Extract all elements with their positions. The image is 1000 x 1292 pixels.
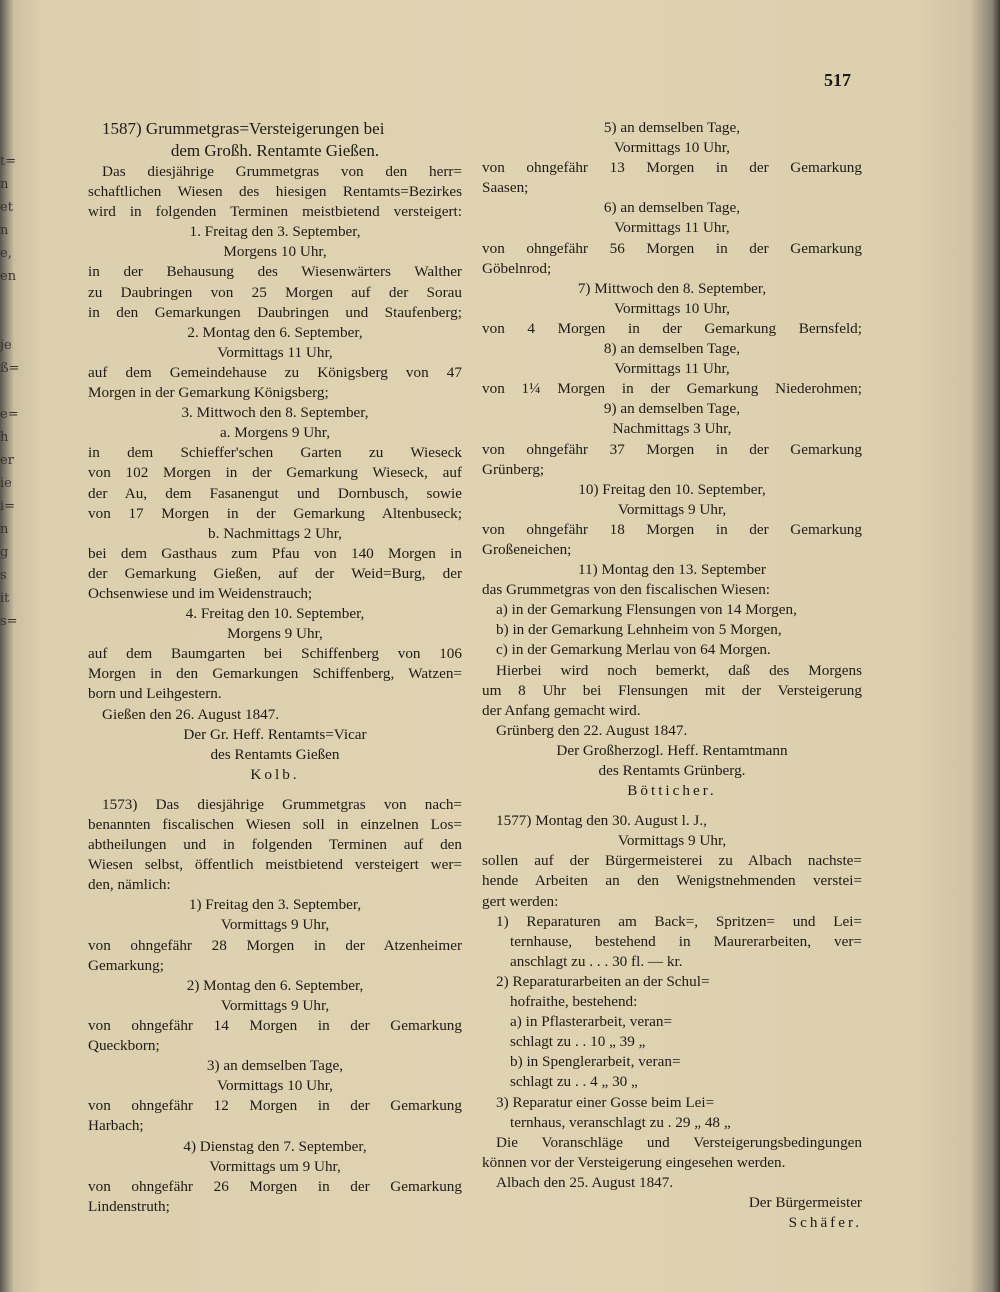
text-line: Bötticher.: [627, 782, 717, 800]
text-line: 3) an demselben Tage,: [206, 1057, 344, 1075]
text-line: dem Großh. Rentamte Gießen.: [170, 141, 380, 160]
text-line: gert werden:: [482, 892, 559, 910]
text-line: Hierbei wird noch bemerkt, daß des Morgens: [496, 661, 862, 679]
text-line: hende Arbeiten an den Wenigstnehmenden verstei=: [482, 872, 862, 890]
margin-fragment: h: [0, 430, 9, 445]
text-line: Morgens 9 Uhr,: [227, 625, 323, 643]
text-line: das Grummetgras von den fiscalischen Wiesen:: [482, 581, 771, 599]
text-line: 11) Montag den 13. September: [578, 561, 766, 579]
text-line: des Rentamts Grünberg.: [598, 762, 746, 779]
text-line: c) in der Gemarkung Merlau von 64 Morgen.: [496, 641, 771, 659]
text-line: 1) Reparaturen am Back=, Spritzen= und Lei=: [496, 912, 862, 930]
right-column: [482, 118, 862, 1233]
text-line: Das diesjährige Grummetgras von den herr=: [102, 163, 462, 180]
text-line: Vormittags 10 Uhr,: [217, 1077, 333, 1095]
text-line: von ohngefähr 18 Morgen in der Gemarkung: [482, 520, 862, 538]
text-line: 7) Mittwoch den 8. September,: [577, 279, 767, 297]
margin-fragment: it: [0, 591, 10, 606]
text-line: Harbach;: [88, 1117, 144, 1135]
text-line: von 4 Morgen in der Gemarkung Bernsfeld;: [482, 319, 862, 337]
text-line: bei dem Gasthaus zum Pfau von 140 Morgen in: [88, 544, 462, 562]
margin-fragment: i=: [0, 499, 16, 514]
margin-fragment: n: [0, 177, 9, 192]
text-line: in den Gemarkungen Daubringen und Staufenberg;: [88, 303, 462, 321]
text-line: Vormittags 9 Uhr,: [220, 916, 330, 934]
text-line: 4) Dienstag den 7. September,: [183, 1137, 367, 1155]
text-line: der Anfang gemacht wird.: [482, 701, 641, 719]
text-line: Vormittags 10 Uhr,: [614, 139, 730, 157]
text-line: von 102 Morgen in der Gemarkung Wieseck, auf: [88, 464, 462, 482]
margin-fragment: n: [0, 223, 9, 238]
text-line: Wiesen selbst, öffentlich meistbietend versteigert wer=: [88, 856, 462, 874]
text-line: des Rentamts Gießen: [210, 745, 340, 763]
text-line: 4. Freitag den 10. September,: [185, 605, 365, 623]
text-line: 1) Freitag den 3. September,: [188, 896, 362, 914]
text-line: Nachmittags 3 Uhr,: [612, 420, 732, 438]
text-line: von 17 Morgen in der Gemarkung Altenbuseck;: [88, 504, 462, 522]
text-line: Der Gr. Heff. Rentamts=Vicar: [183, 725, 367, 743]
margin-fragment: g: [0, 545, 9, 560]
text-line: Vormittags um 9 Uhr,: [209, 1157, 341, 1175]
text-line: 1573) Das diesjährige Grummetgras von nach=: [102, 795, 462, 813]
margin-fragment: s: [0, 568, 7, 583]
text-line: von ohngefähr 37 Morgen in der Gemarkung: [482, 440, 862, 458]
text-line: Saasen;: [482, 179, 529, 197]
text-line: 3. Mittwoch den 8. September,: [181, 404, 369, 422]
text-line: auf dem Baumgarten bei Schiffenberg von 106: [88, 645, 462, 663]
text-line: Göbelnrod;: [482, 259, 552, 277]
page-number: 517: [824, 70, 851, 90]
text-line: von ohngefähr 13 Morgen in der Gemarkung: [482, 159, 862, 177]
text-line: b. Nachmittags 2 Uhr,: [208, 524, 342, 542]
text-line: b) in Spenglerarbeit, veran=: [510, 1053, 681, 1071]
text-line: Grünberg;: [482, 460, 545, 478]
text-line: Gemarkung;: [88, 956, 164, 974]
text-line: Queckborn;: [88, 1037, 160, 1055]
text-line: Morgens 10 Uhr,: [223, 243, 327, 261]
text-line: können vor der Versteigerung eingesehen werden.: [482, 1153, 786, 1171]
text-line: Lindenstruth;: [88, 1197, 170, 1215]
text-line: Vormittags 9 Uhr,: [617, 832, 727, 850]
text-line: 2. Montag den 6. September,: [187, 323, 363, 341]
text-line: der Gemarkung Gießen, auf der Weid=Burg, der: [88, 564, 462, 582]
text-line: abtheilungen und in folgenden Terminen auf den: [88, 836, 462, 854]
margin-fragment: en: [0, 269, 17, 284]
text-line: ternhause, bestehend in Maurerarbeiten, ver=: [510, 932, 862, 950]
margin-fragment: er: [0, 453, 14, 468]
margin-fragment: [0, 288, 14, 311]
text-line: Grünberg den 22. August 1847.: [496, 721, 688, 739]
text-line: 8) an demselben Tage,: [603, 340, 741, 358]
text-line: 1. Freitag den 3. September,: [189, 223, 361, 241]
text-line: Vormittags 9 Uhr,: [220, 996, 330, 1014]
margin-fragment: ß=: [0, 361, 20, 376]
text-line: wird in folgenden Terminen meistbietend versteigert:: [88, 203, 462, 221]
text-line: schlagt zu . . 10 „ 39 „: [510, 1033, 646, 1051]
text-line: Großeneichen;: [482, 540, 572, 558]
text-line: a) in Pflasterarbeit, veran=: [510, 1013, 673, 1031]
text-line: ternhaus, veranschlagt zu . 29 „ 48 „: [510, 1113, 731, 1131]
text-line: Morgen in der Gemarkung Königsberg;: [88, 384, 329, 402]
text-line: Ochsenwiese und im Weidenstrauch;: [88, 584, 313, 602]
text-line: von 1¼ Morgen in der Gemarkung Niederohmen;: [482, 380, 862, 398]
text-line: 10) Freitag den 10. September,: [578, 480, 766, 498]
left-margin-bleed: [0, 150, 20, 633]
text-line: 1577) Montag den 30. August l. J.,: [496, 812, 707, 830]
text-line: 5) an demselben Tage,: [603, 119, 741, 136]
text-line: von ohngefähr 12 Morgen in der Gemarkung: [88, 1097, 462, 1115]
text-line: benannten fiscalischen Wiesen soll in einzelnen Los=: [88, 816, 462, 833]
margin-fragment: et: [0, 200, 13, 215]
text-line: 1587) Grummetgras=Versteigerungen bei: [102, 119, 385, 138]
text-line: auf dem Gemeindehause zu Königsberg von 47: [88, 363, 462, 381]
margin-fragment: n: [0, 522, 9, 537]
text-line: sollen auf der Bürgermeisterei zu Albach nachste=: [482, 852, 862, 870]
text-line: hofraithe, bestehend:: [510, 993, 638, 1011]
margin-fragment: e,: [0, 246, 12, 261]
text-line: Morgen in den Gemarkungen Schiffenberg, Watzen=: [88, 665, 462, 683]
margin-fragment: t=: [0, 154, 17, 169]
text-line: Albach den 25. August 1847.: [496, 1173, 674, 1191]
text-line: Schäfer.: [788, 1214, 862, 1232]
text-line: den, nämlich:: [88, 876, 171, 894]
text-line: b) in der Gemarkung Lehnheim von 5 Morgen,: [496, 621, 782, 639]
text-line: schlagt zu . . 4 „ 30 „: [510, 1073, 638, 1091]
text-line: 2) Reparaturarbeiten an der Schul=: [496, 972, 710, 990]
text-line: zu Daubringen von 25 Morgen auf der Sorau: [88, 283, 462, 301]
text-line: von ohngefähr 14 Morgen in der Gemarkung: [88, 1016, 462, 1034]
text-line: Vormittags 9 Uhr,: [617, 500, 727, 518]
text-line: Die Voranschläge und Versteigerungsbedingungen: [496, 1133, 862, 1151]
text-line: Gießen den 26. August 1847.: [102, 705, 280, 723]
text-line: Der Bürgermeister: [748, 1193, 862, 1211]
left-column: [88, 118, 462, 1217]
text-line: schaftlichen Wiesen des hiesigen Rentamts=Bezirkes: [88, 183, 462, 201]
text-line: born und Leihgestern.: [88, 685, 222, 703]
text-line: Vormittags 11 Uhr,: [614, 219, 730, 237]
text-line: anschlagt zu . . . 30 fl. — kr.: [510, 952, 683, 970]
margin-fragment: s=: [0, 614, 18, 629]
margin-fragment: e=: [0, 407, 19, 422]
text-line: um 8 Uhr bei Flensungen mit der Versteigerung: [482, 681, 862, 699]
text-line: a. Morgens 9 Uhr,: [219, 424, 331, 442]
text-line: Vormittags 11 Uhr,: [614, 360, 730, 378]
text-line: von ohngefähr 56 Morgen in der Gemarkung: [482, 239, 862, 257]
margin-fragment: [0, 380, 14, 403]
text-line: Vormittags 11 Uhr,: [217, 343, 333, 361]
text-line: 2) Montag den 6. September,: [186, 976, 364, 994]
text-line: Kolb.: [250, 765, 300, 783]
text-line: in der Behausung des Wiesenwärters Walther: [88, 263, 462, 281]
text-line: 9) an demselben Tage,: [603, 400, 741, 418]
text-line: 3) Reparatur einer Gosse beim Lei=: [496, 1093, 715, 1111]
text-line: Der Großherzogl. Heff. Rentamtmann: [556, 741, 788, 759]
margin-fragment: [0, 311, 14, 334]
text-line: der Au, dem Fasanengut und Dornbusch, sowie: [88, 484, 462, 502]
text-line: in dem Schieffer'schen Garten zu Wieseck: [88, 444, 462, 462]
text-line: 6) an demselben Tage,: [603, 199, 741, 217]
margin-fragment: je: [0, 338, 12, 353]
text-line: von ohngefähr 26 Morgen in der Gemarkung: [88, 1177, 462, 1195]
paragraph-gap: [88, 785, 462, 795]
margin-fragment: ie: [0, 476, 12, 491]
text-line: Vormittags 10 Uhr,: [614, 299, 730, 317]
text-line: von ohngefähr 28 Morgen in der Atzenheimer: [88, 936, 462, 954]
paragraph-gap: [482, 801, 862, 811]
text-line: a) in der Gemarkung Flensungen von 14 Morgen,: [496, 601, 797, 619]
